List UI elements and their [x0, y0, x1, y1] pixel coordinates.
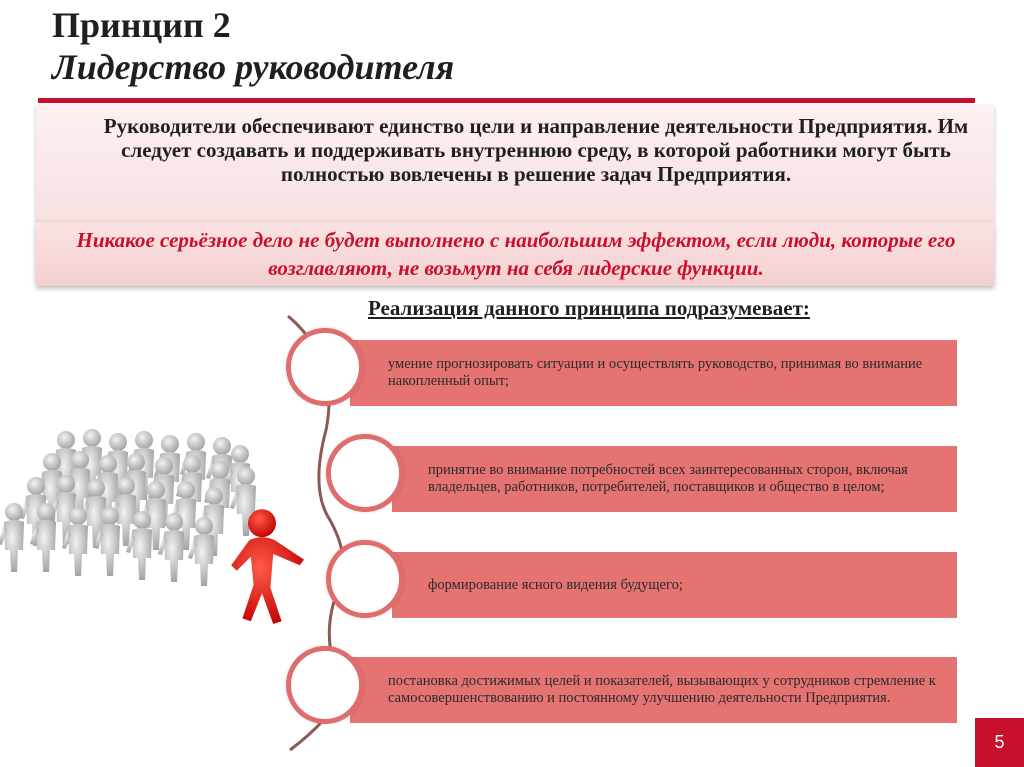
list-item-text: умение прогнозировать ситуации и осуществлять руководство, принимая во внимание накопленный опыт; — [388, 356, 923, 389]
list-item-text: принятие во внимание потребностей всех заинтересованных сторон, включая владельцев, работников, потребителей, поставщиков и общество в целом; — [428, 462, 908, 495]
bullet-circle — [326, 434, 404, 512]
list-item-1 — [350, 340, 957, 406]
list-item-4 — [350, 657, 957, 723]
leader-crowd-illustration — [0, 428, 320, 642]
implementation-heading: Реализация данного принципа подразумевает: — [368, 296, 810, 320]
statement-main: Руководители обеспечивают единство цели и направление деятельности Предприятия. Им следует создавать и поддерживать внутреннюю среду, в которой работники могут быть полностью вовлечены в решение задач Предприятия. — [103, 114, 969, 186]
title-line2: Лидерство руководителя — [52, 47, 455, 87]
list-item-3 — [392, 552, 957, 618]
list-item-text: формирование ясного видения будущего; — [428, 576, 683, 593]
bullet-circle — [286, 328, 364, 406]
title-line1: Принцип 2 — [52, 5, 231, 45]
list-item-text: постановка достижимых целей и показателей, вызывающих у сотрудников стремление к самосовершенствованию и постоянному улучшению деятельности Предприятия. — [388, 673, 936, 706]
bullet-circle — [286, 646, 364, 724]
list-item-2 — [392, 446, 957, 512]
slide-number: 5 — [975, 718, 1024, 767]
statement-quote: Никакое серьёзное дело не будет выполнено с наибольшим эффектом, если люди, которые его возглавляют, не возьмут на себя лидерские функции. — [76, 228, 956, 280]
bullet-circle — [326, 540, 404, 618]
